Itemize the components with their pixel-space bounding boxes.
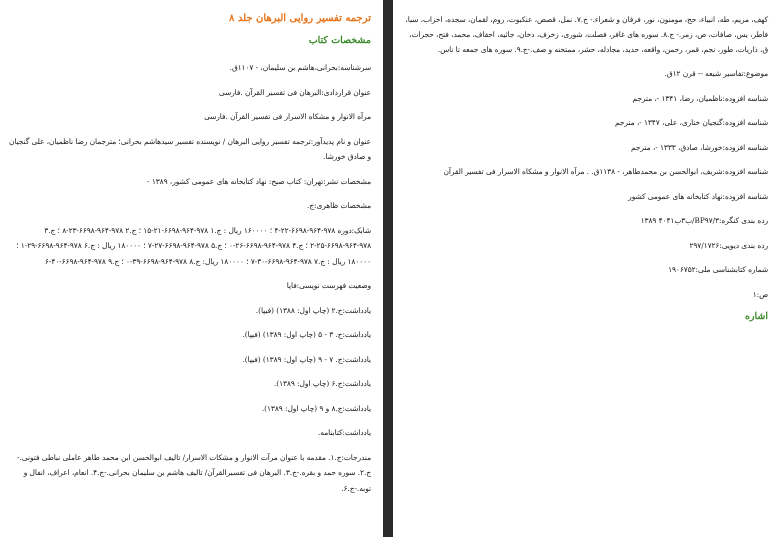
- page-divider: [383, 0, 393, 537]
- added-entry: شناسه افزوده:گنجیان خناری، علی، ۱۳۴۷ -، مترجم: [615, 118, 768, 127]
- subject-entry: موضوع:تفاسیر شیعه -- قرن ۱۲ق.: [664, 69, 768, 78]
- added-entry: شناسه افزوده:شریف، ابوالحسن بن محمدطاهر، - ۱۱۳۸ق. . مرآه الانوار و مشکاه الاسرار فی تفسیر القرآن: [443, 167, 768, 176]
- alternate-title: مرآه الانوار و مشکاه الاسرار فی تفسیر القرآن .فارسی: [204, 112, 371, 121]
- right-page: [393, 0, 776, 537]
- note-item: یادداشت:ج.۶ (چاپ اول: ۱۳۸۹).: [273, 379, 371, 388]
- left-page: [0, 0, 383, 537]
- uniform-title: عنوان قراردادی:البرهان فی تفسیر القرآن .فارسی: [218, 87, 371, 97]
- section-heading: اشاره: [744, 311, 768, 322]
- dewey-classification: رده بندی دیویی:۲۹۷/۱۷۲۶: [689, 240, 768, 250]
- contents-continuation: کهف، مریم، طه، انبیاء، حج، مومنون، نور، فرقان و شعراء.- ج.۷. نمل، قصص، عنکبوت، روم، لقمان، سجده، احزاب، سبا، فاطر، یس، صافات، ص، زمر.- ج.۸. سوره های غافر، فصلت، شوری، زخرف، دخان، جاثیه، احقاف، محمد، فتح، حجرات، ق، ذاریات، طور، نجم، قمر، رحمن، واقعه، حدید، مجادله، حشر، ممتحنه و صف.-ج.۹. سوره های جمعه تا ناس.: [405, 15, 768, 54]
- cataloging-status: وضعیت فهرست نویسی:فاپا: [286, 281, 371, 290]
- note-item: یادداشت:کتابنامه.: [317, 428, 371, 437]
- author-entry: سرشناسه:بحرانی،هاشم بن سلیمان، - ۱۱۰۷ق.: [229, 63, 371, 72]
- page-number: ص:۱: [752, 289, 768, 299]
- book-specs-heading: مشخصات کتاب: [308, 35, 371, 46]
- title-statement: عنوان و نام پدیدآور:ترجمه تفسیر روایی البرهان / نویسنده تفسیر سیدهاشم بحرانی؛ مترجمان رضا ناظمیان، علی گنجیان و صادق خورشا.: [9, 136, 371, 161]
- note-item: یادداشت:ج. ۷ - ۹ (چاپ اول: ۱۳۸۹) (فیپا).: [242, 354, 371, 364]
- lc-classification: رده بندی کنگره:BP۹۷/۳/ب۳ب۴۰۴۱ ۱۳۸۹: [640, 216, 768, 225]
- contents-note: مندرجات:ج.۱. مقدمه با عنوان مرآت الانوار و مشکات الاسرار/ تالیف ابوالحسن ابن محمد طاهر عاملی نباطی فتونی.-ج.۲. سوره حمد و بقره.-ج.۳. البرهان فی تفسیرالقرآن/ تالیف هاشم بن سلیمان بحرانی.-ج.۴. انعام، اعراف، انفال و توبه.-ج.۶.: [17, 452, 371, 493]
- added-entry: شناسه افزوده:خورشا، صادق، ۱۳۳۳ -، مترجم: [631, 142, 768, 152]
- book-title: ترجمه تفسیر روایی البرهان جلد ۸: [228, 13, 371, 24]
- added-entry: شناسه افزوده:نهاد کتابخانه های عمومی کشور: [628, 191, 768, 201]
- added-entry: شناسه افزوده:ناظمیان، رضا، ۱۳۴۱ -، مترجم: [632, 93, 768, 103]
- note-item: یادداشت:ج.۲ (چاپ اول: ۱۳۸۸) (فیپا).: [255, 305, 371, 315]
- note-item: یادداشت:ج.۸ و ۹ (چاپ اول: ۱۳۸۹).: [261, 403, 371, 413]
- isbn-list: شابک:دوره ۹۷۸-۹۶۴-۶۶۹۸-۲۲-۴ ؛ ۱۶۰۰۰۰ ریال : ج.۱ ۹۷۸-۹۶۴-۶۶۹۸-۲۱-۱۵ ؛ ج.۲ ۹۷۸-۹۶۴-۶۶۹۸-۲۳-۸ ؛ ج.۳ ۹۷۸-۹۶۴-۶۶۹۸-۲۵-۲ ؛ ج.۴ ۹۷۸-۹۶۴-۶۶۹۸-۲۶-۰ ؛ ج.۵ ۹۷۸-۹۶۴-۶۶۹۸-۲۷-۷ ؛ ۱۸۰۰۰۰ ریال : ج.۶ ۹۷۸-۹۶۴-۶۶۹۸-۲۹-۱ ؛ ۱۸۰۰۰۰ ریال : ج.۷ ۹۷۸-۹۶۴-۶۶۹۸-۳۰-۷ ؛ ۱۸۰۰۰۰ ریال: ج.۸ ۹۷۸-۹۶۴-۶۶۹۸-۳۹-۰ ؛ ج.۹ ۹۷۸-۹۶۴-۶۶۹۸-۴۰-۶: [16, 225, 371, 266]
- note-item: یادداشت:ج. ۳ - ۵ (چاپ اول: ۱۳۸۹) (فیپا).: [242, 330, 371, 339]
- publication-info: مشخصات نشر:تهران: کتاب صبح: نهاد کتابخانه های عمومی کشور، ۱۳۸۹ -: [147, 176, 371, 186]
- national-bibliography-number: شماره کتابشناسی ملی:۱۹۰۶۷۵۲: [668, 265, 768, 274]
- physical-description: مشخصات ظاهری:ج.: [307, 201, 371, 210]
